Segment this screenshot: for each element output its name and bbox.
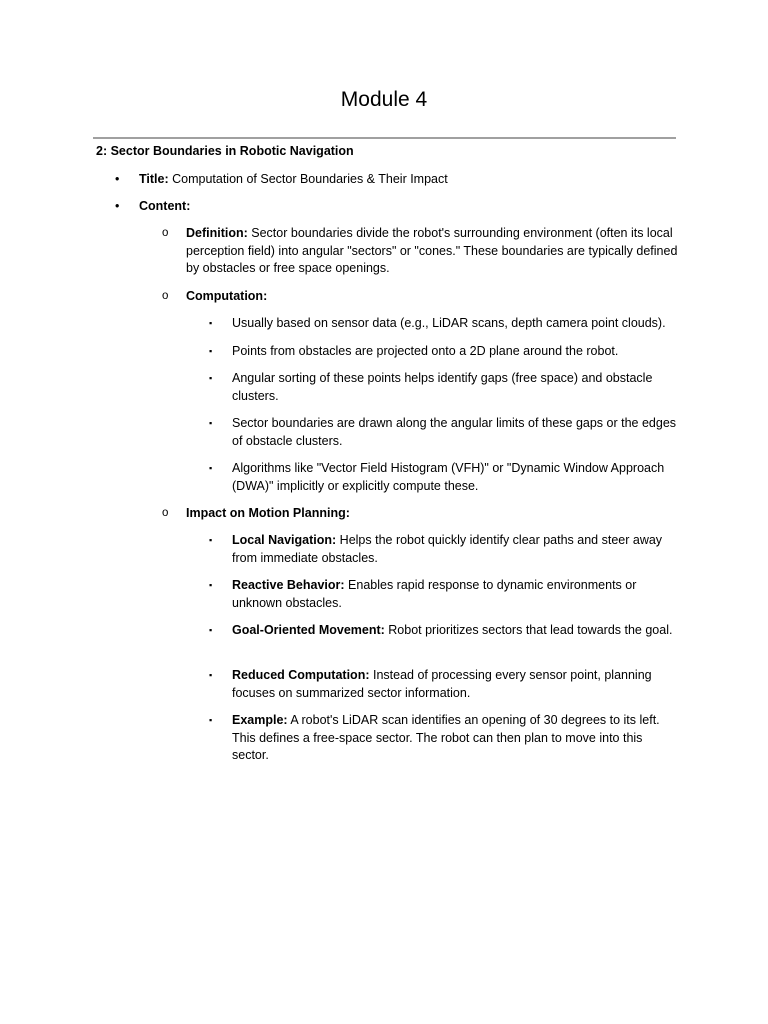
item-label: Example: bbox=[232, 713, 288, 727]
square-bullet-icon: ▪ bbox=[209, 715, 213, 725]
list-item bbox=[232, 532, 678, 567]
circle-bullet-icon: o bbox=[162, 227, 169, 239]
item-label: Content: bbox=[139, 199, 191, 213]
item-label: Local Navigation: bbox=[232, 533, 337, 547]
item-text: Instead of processing every sensor point, planning focuses on summarized sector information. bbox=[232, 668, 652, 700]
square-bullet-icon: ▪ bbox=[209, 318, 213, 328]
square-bullet-icon: ▪ bbox=[209, 418, 213, 428]
list-item-computation bbox=[186, 288, 678, 306]
item-label: Impact on Motion Planning: bbox=[186, 506, 350, 520]
item-label: Title: bbox=[139, 172, 169, 186]
item-text: Sector boundaries divide the robot's surrounding environment (often its local perception field) into angular "sectors" or "cones." These boundaries are typically defined by obstacles or free space openings. bbox=[186, 226, 678, 275]
horizontal-rule bbox=[93, 137, 676, 139]
square-bullet-icon: ▪ bbox=[209, 373, 213, 383]
item-label: Definition: bbox=[186, 226, 248, 240]
list-item-definition bbox=[186, 225, 678, 278]
list-item: Points from obstacles are projected onto a 2D plane around the robot. bbox=[232, 344, 619, 358]
list-item bbox=[232, 577, 678, 612]
list-item bbox=[232, 712, 678, 765]
item-label: Goal-Oriented Movement: bbox=[232, 623, 385, 637]
square-bullet-icon: ▪ bbox=[209, 463, 213, 473]
circle-bullet-icon: o bbox=[162, 507, 169, 519]
list-item-content bbox=[139, 198, 679, 216]
page-title: Module 4 bbox=[340, 88, 428, 111]
square-bullet-icon: ▪ bbox=[209, 670, 213, 680]
list-item-title bbox=[139, 171, 679, 189]
bullet-icon: • bbox=[115, 172, 120, 186]
square-bullet-icon: ▪ bbox=[209, 535, 213, 545]
list-item: Sector boundaries are drawn along the angular limits of these gaps or the edges of obstacle clusters. bbox=[232, 416, 677, 448]
square-bullet-icon: ▪ bbox=[209, 580, 213, 590]
square-bullet-icon: ▪ bbox=[209, 346, 213, 356]
circle-bullet-icon: o bbox=[162, 290, 169, 302]
item-text: Robot prioritizes sectors that lead towards the goal. bbox=[384, 623, 673, 637]
list-item bbox=[232, 667, 678, 702]
square-bullet-icon: ▪ bbox=[209, 625, 213, 635]
list-item-impact bbox=[186, 505, 678, 523]
item-label: Reactive Behavior: bbox=[232, 578, 345, 592]
list-item bbox=[232, 622, 678, 640]
list-item: Algorithms like "Vector Field Histogram (VFH)" or "Dynamic Window Approach (DWA)" implicitly or explicitly compute these. bbox=[232, 461, 665, 493]
list-item: Angular sorting of these points helps identify gaps (free space) and obstacle clusters. bbox=[232, 371, 653, 403]
item-label: Computation: bbox=[186, 289, 268, 303]
item-text: A robot's LiDAR scan identifies an opening of 30 degrees to its left. This defines a free-space sector. The robot can then plan to move into this sector. bbox=[232, 713, 660, 762]
list-item: Usually based on sensor data (e.g., LiDAR scans, depth camera point clouds). bbox=[232, 316, 666, 330]
item-label: Reduced Computation: bbox=[232, 668, 370, 682]
item-text: Computation of Sector Boundaries & Their Impact bbox=[168, 172, 448, 186]
item-text: Helps the robot quickly identify clear paths and steer away from immediate obstacles. bbox=[232, 533, 663, 565]
item-text: Enables rapid response to dynamic environments or unknown obstacles. bbox=[232, 578, 637, 610]
section-heading: 2: Sector Boundaries in Robotic Navigation bbox=[96, 144, 354, 158]
bullet-icon: • bbox=[115, 199, 120, 213]
